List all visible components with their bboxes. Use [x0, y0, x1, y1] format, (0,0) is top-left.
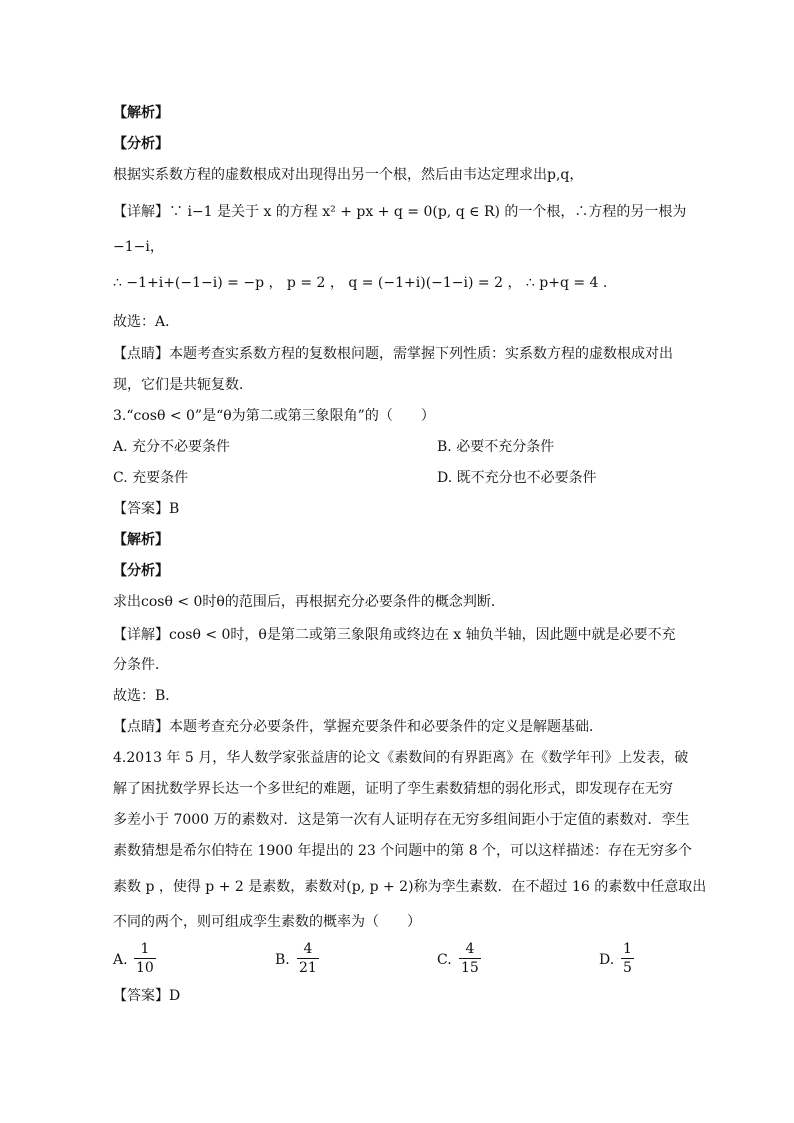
q4-option-d-numerator: 1 [623, 941, 632, 957]
q4-stem-line4: 素数猜想是希尔伯特在 1900 年提出的 23 个问题中的第 8 个，可以这样描述：存在无穷多个 [113, 843, 693, 859]
q3-guxuan: 故选：B． [113, 688, 180, 704]
q2-dianjing-line1: 【点睛】本题考查实系数方程的复数根问题，需掌握下列性质：实系数方程的虚数根成对出 [113, 346, 673, 362]
q2-fenxi-text: 根据实系数方程的虚数根成对出现得出另一个根，然后由韦达定理求出p,q， [113, 167, 584, 183]
q3-option-d: D. 既不充分也不必要条件 [437, 470, 597, 486]
q4-answer: 【答案】D [113, 988, 181, 1004]
q4-option-b-numerator: 4 [297, 940, 319, 959]
q4-stem-line6: 不同的两个，则可组成孪生素数的概率为（ ） [113, 914, 421, 930]
q4-option-c-numerator: 4 [459, 940, 481, 959]
q3-stem: 3.“cosθ < 0”是“θ为第二或第三象限角”的（ ） [113, 408, 435, 424]
q3-fenxi-text: 求出cosθ < 0时θ的范围后，再根据充分必要条件的概念判断． [113, 594, 505, 610]
q4-option-a-denominator: 10 [136, 960, 154, 976]
q3-option-c: C. 充要条件 [113, 470, 189, 486]
q4-stem-line3: 多差小于 7000 万的素数对．这是第一次有人证明存在无穷多组间距小于定值的素数对．孪生 [113, 812, 690, 828]
q3-jiexi-heading: 【解析】 [113, 532, 169, 548]
q3-option-a: A. 充分不必要条件 [113, 439, 231, 455]
q2-dianjing-line2: 现，它们是共轭复数． [113, 377, 253, 393]
q4-option-c-label: C. [437, 952, 452, 968]
q4-option-d-label: D. [599, 952, 615, 968]
q4-stem-line1: 4.2013 年 5 月，华人数学家张益唐的论文《素数间的有界距离》在《数学年刊》上发表，破 [113, 750, 689, 766]
q4-option-a-label: A. [113, 952, 128, 968]
q3-option-b: B. 必要不充分条件 [437, 439, 555, 455]
q2-xiangjie-line1: 【详解】∵ i−1 是关于 x 的方程 x² + px + q = 0(p, q ∈ R) 的一个根，∴方程的另一根为 [113, 204, 687, 220]
q4-option-d-denominator: 5 [623, 960, 632, 976]
q4-option-b-fraction [297, 940, 319, 977]
q4-stem-line5: 素数 p ，使得 p + 2 是素数，素数对(p, p + 2)称为孪生素数．在不超过 16 的素数中任意取出 [113, 879, 707, 895]
q2-xiangjie-line2: −1−i， [113, 239, 164, 255]
q3-xiangjie-line1: 【详解】cosθ < 0时，θ是第二或第三象限角或终边在 x 轴负半轴，因此题中就是必要不充 [113, 627, 676, 643]
q2-xiangjie-line3: ∴ −1+i+(−1−i) = −p ， p = 2 ， q = (−1+i)(−1−i) = 2 ， ∴ p+q = 4 . [113, 275, 608, 291]
q3-answer: 【答案】B [113, 501, 180, 517]
q2-guxuan: 故选：A． [113, 314, 180, 330]
q4-option-d-fraction [621, 940, 634, 977]
q4-option-c-fraction [459, 940, 481, 977]
q4-option-b-denominator: 21 [299, 960, 317, 976]
q4-stem-line2: 解了困扰数学界长达一个多世纪的难题，证明了孪生素数猜想的弱化形式，即发现存在无穷 [113, 781, 673, 797]
q2-jiexi-heading: 【解析】 [113, 105, 169, 121]
q4-option-c-denominator: 15 [461, 960, 479, 976]
q3-dianjing: 【点睛】本题考查充分必要条件，掌握充要条件和必要条件的定义是解题基础． [113, 719, 603, 735]
q3-fenxi-heading: 【分析】 [113, 563, 169, 579]
q4-option-a-numerator: 1 [134, 940, 156, 959]
q4-option-a-fraction [134, 940, 156, 977]
q3-xiangjie-line2: 分条件． [113, 657, 169, 673]
q4-option-b-label: B. [275, 952, 290, 968]
q2-fenxi-heading: 【分析】 [113, 136, 169, 152]
